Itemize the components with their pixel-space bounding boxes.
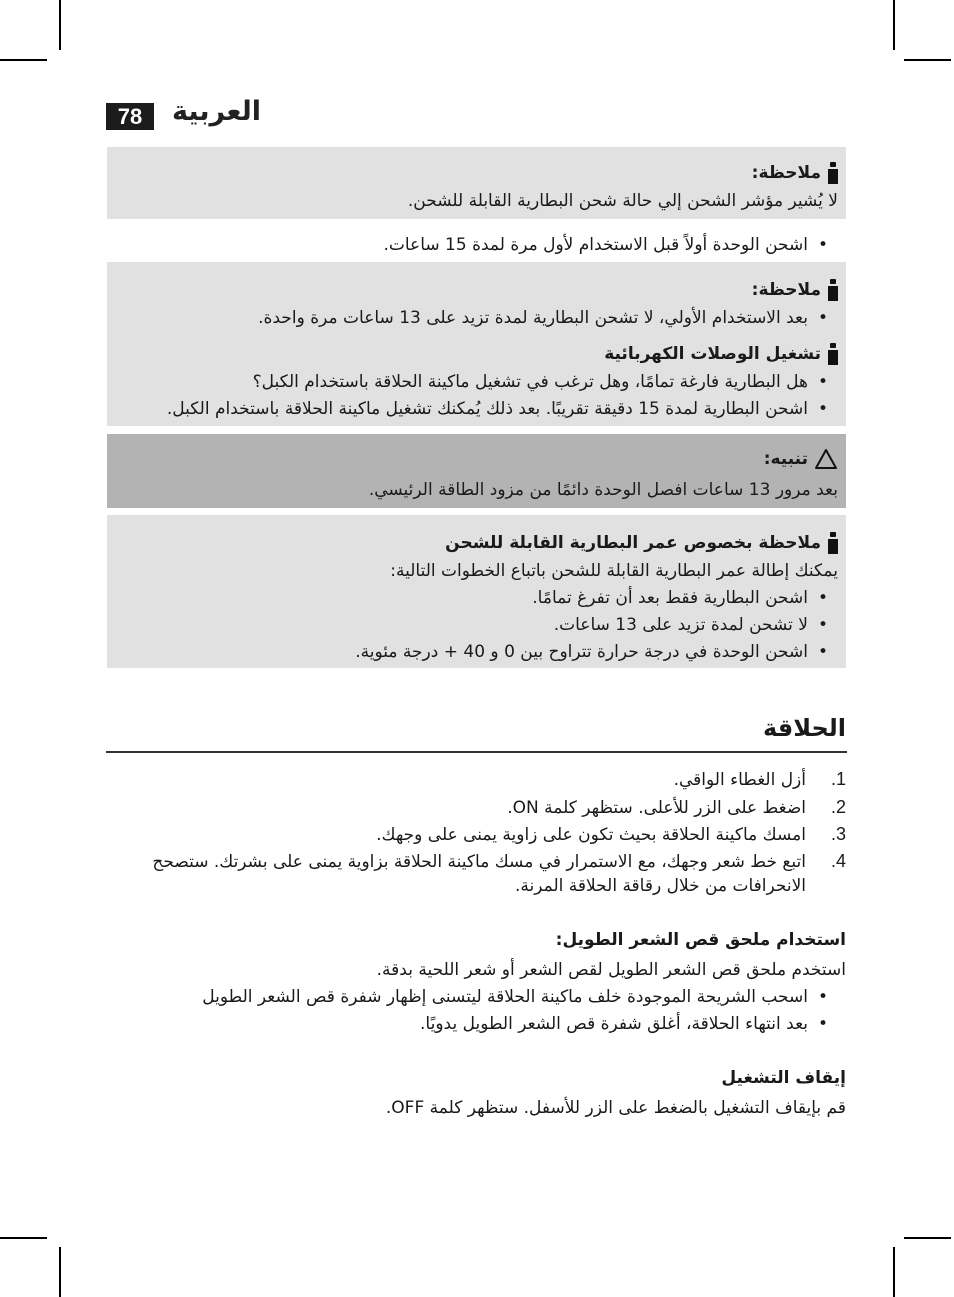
list-item: •اشحن البطارية لمدة 15 دقيقة تقريبًا. بعد ذلك يُمكنك تشغيل ماكينة الحلاقة باستخدام الكبل. xyxy=(166,399,829,419)
note-text: لا يُشير مؤشر الشحن إلي حالة شحن البطارية القابلة للشحن. xyxy=(407,191,838,211)
info-icon xyxy=(827,161,838,185)
step-continuation: الانحرافات من خلال رقاقة الحلاقة المرنة. xyxy=(515,876,806,896)
crop-mark xyxy=(0,1237,47,1239)
list-item: •اشحن الوحدة أولاً قبل الاستخدام لأول مرة لمدة 15 ساعات. xyxy=(383,235,829,255)
crop-mark xyxy=(59,1247,61,1297)
note-box xyxy=(107,515,846,668)
page-number: 78 xyxy=(106,103,154,130)
note-box xyxy=(107,147,846,219)
warning-icon xyxy=(814,448,838,470)
note-heading: ملاحظة: xyxy=(752,278,838,302)
section-divider xyxy=(106,751,847,753)
caution-heading: تنبيه: xyxy=(764,448,838,470)
info-icon xyxy=(827,278,838,302)
note-heading: ملاحظة بخصوص عمر البطارية القابلة للشحن xyxy=(445,531,838,555)
note-box xyxy=(107,262,846,426)
numbered-step: 3.امسك ماكينة الحلاقة بحيث تكون على زاوية يمنى على وجهك. xyxy=(376,824,846,845)
note-subheading: تشغيل الوصلات الكهربائية xyxy=(604,342,838,366)
info-icon xyxy=(827,342,838,366)
subsection-title: إيقاف التشغيل xyxy=(721,1068,846,1088)
note-text: يمكنك إطالة عمر البطارية القابلة للشحن باتباع الخطوات التالية: xyxy=(390,561,838,581)
caution-box xyxy=(107,434,846,508)
language-title: العربية xyxy=(172,96,261,127)
list-item: •اشحن البطارية فقط بعد أن تفرغ تمامًا. xyxy=(532,588,829,608)
list-item: •بعد انتهاء الحلاقة، أغلق شفرة قص الشعر الطويل يدويًا. xyxy=(420,1014,829,1034)
info-icon xyxy=(827,531,838,555)
subsection-title: استخدام ملحق قص الشعر الطويل: xyxy=(555,930,846,950)
crop-mark xyxy=(59,0,61,50)
caution-text: بعد مرور 13 ساعات افصل الوحدة دائمًا من مزود الطاقة الرئيسي. xyxy=(368,480,838,500)
list-item: •اسحب الشريحة الموجودة خلف ماكينة الحلاقة ليتسنى إظهار شفرة قص الشعر الطويل xyxy=(202,987,829,1007)
section-title: الحلاقة xyxy=(762,714,846,742)
page-header xyxy=(106,98,846,134)
paragraph: استخدم ملحق قص الشعر الطويل لقص الشعر أو شعر اللحية بدقة. xyxy=(376,960,846,980)
paragraph: قم بإيقاف التشغيل بالضغط على الزر للأسفل. ستظهر كلمة OFF. xyxy=(385,1098,846,1118)
list-item: •لا تشحن لمدة تزيد على 13 ساعات. xyxy=(553,615,829,635)
list-item: •هل البطارية فارغة تمامًا، وهل ترغب في تشغيل ماكينة الحلاقة باستخدام الكبل؟ xyxy=(252,372,829,392)
numbered-step: 1.أزل الغطاء الواقي. xyxy=(673,769,846,790)
crop-mark xyxy=(904,1237,951,1239)
crop-mark xyxy=(0,59,47,61)
crop-mark xyxy=(904,59,951,61)
numbered-step: 4.اتبع خط شعر وجهك، مع الاستمرار في مسك ماكينة الحلاقة بزاوية يمنى على بشرتك. ستصحح xyxy=(152,851,846,872)
note-heading: ملاحظة: xyxy=(752,161,838,185)
list-item: •اشحن الوحدة في درجة حرارة تتراوح بين 0 و 40 + درجة مئوية. xyxy=(355,642,829,662)
crop-mark xyxy=(893,0,895,50)
numbered-step: 2.اضغط على الزر للأعلى. ستظهر كلمة ON. xyxy=(507,797,846,818)
crop-mark xyxy=(893,1247,895,1297)
list-item: •بعد الاستخدام الأولي، لا تشحن البطارية لمدة تزيد على 13 ساعات مرة واحدة. xyxy=(258,308,829,328)
